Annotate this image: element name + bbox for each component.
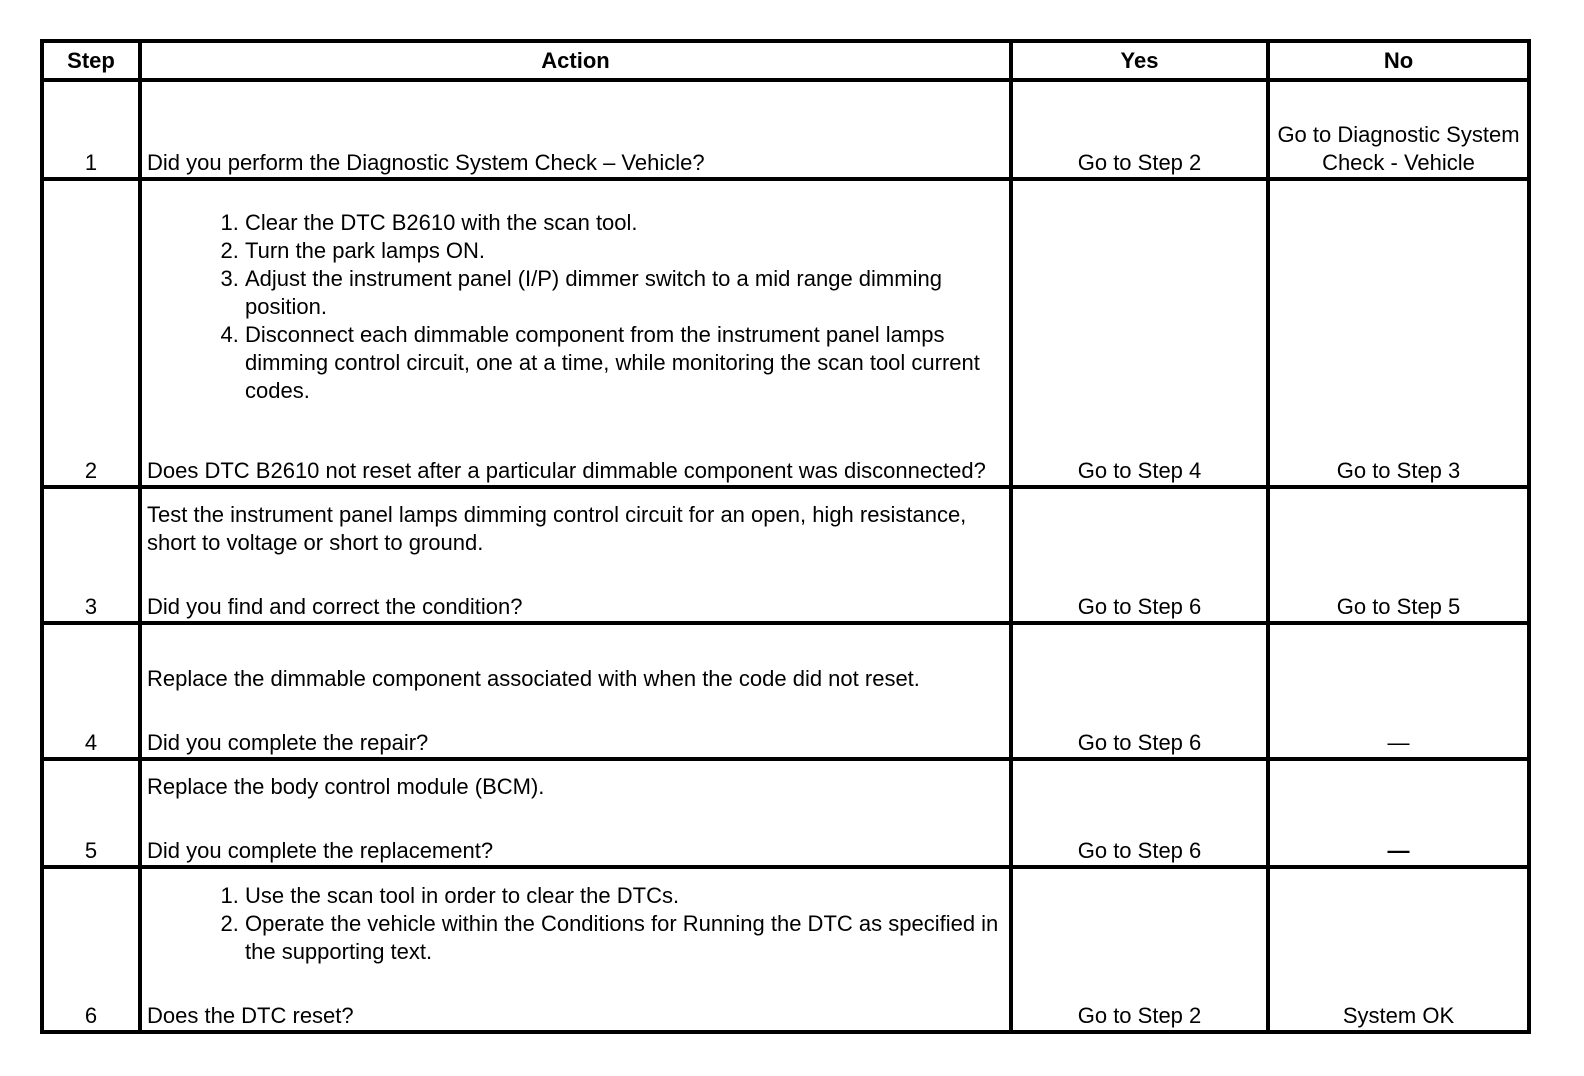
header-no: No	[1268, 41, 1529, 80]
action-text: Replace the body control module (BCM).	[147, 774, 545, 799]
action-question: Did you complete the repair?	[147, 730, 429, 755]
action-cell	[140, 759, 1011, 867]
yes-cell: Go to Step 4	[1011, 179, 1268, 487]
action-cell	[140, 179, 1011, 487]
yes-cell: Go to Step 6	[1011, 623, 1268, 759]
action-step-item: 3. Adjust the instrument panel (I/P) dimmer switch to a mid range dimming position.	[245, 265, 1004, 321]
action-cell	[140, 80, 1011, 179]
no-cell: Go to Step 5	[1268, 487, 1529, 623]
action-question: Did you complete the replacement?	[147, 838, 494, 863]
step-number: 4	[42, 623, 140, 759]
yes-cell: Go to Step 6	[1011, 487, 1268, 623]
no-cell: —	[1268, 623, 1529, 759]
action-question: Does the DTC reset?	[147, 1003, 354, 1028]
action-step-item: 2. Operate the vehicle within the Conditions for Running the DTC as specified in the supporting text.	[245, 910, 1004, 966]
action-steps-list	[147, 209, 1004, 405]
action-step-item: 2. Turn the park lamps ON.	[245, 237, 1004, 265]
header-yes: Yes	[1011, 41, 1268, 80]
yes-cell: Go to Step 6	[1011, 759, 1268, 867]
step-number: 1	[42, 80, 140, 179]
action-question: Did you find and correct the condition?	[147, 594, 523, 619]
table-row	[42, 80, 1529, 179]
table-row	[42, 867, 1529, 1032]
header-action: Action	[140, 41, 1011, 80]
step-number: 6	[42, 867, 140, 1032]
action-question: Does DTC B2610 not reset after a particular dimmable component was disconnected?	[147, 458, 986, 483]
action-text: Test the instrument panel lamps dimming control circuit for an open, high resistance, short to voltage or short to ground.	[147, 502, 967, 555]
table-row	[42, 179, 1529, 487]
action-step-item: 1. Clear the DTC B2610 with the scan tool.	[245, 209, 1004, 237]
header-row	[42, 41, 1529, 80]
step-number: 5	[42, 759, 140, 867]
action-cell	[140, 867, 1011, 1032]
no-cell: —	[1268, 759, 1529, 867]
action-cell	[140, 623, 1011, 759]
action-cell	[140, 487, 1011, 623]
yes-cell: Go to Step 2	[1011, 80, 1268, 179]
no-cell: System OK	[1268, 867, 1529, 1032]
step-number: 2	[42, 179, 140, 487]
no-cell: Go to Step 3	[1268, 179, 1529, 487]
table-row	[42, 487, 1529, 623]
table-row	[42, 759, 1529, 867]
action-text: Replace the dimmable component associated with when the code did not reset.	[147, 666, 920, 691]
no-cell: Go to Diagnostic System Check - Vehicle	[1268, 80, 1529, 179]
action-steps-list	[147, 882, 1004, 966]
action-step-item: 1. Use the scan tool in order to clear the DTCs.	[245, 882, 1004, 910]
yes-cell: Go to Step 2	[1011, 867, 1268, 1032]
step-number: 3	[42, 487, 140, 623]
action-step-item: 4. Disconnect each dimmable component from the instrument panel lamps dimming control circuit, one at a time, while monitoring the scan tool current codes.	[245, 321, 1004, 405]
table-row	[42, 623, 1529, 759]
header-step: Step	[42, 41, 140, 80]
diagnostic-table	[40, 39, 1531, 1034]
action-text: Did you perform the Diagnostic System Check – Vehicle?	[147, 150, 705, 175]
